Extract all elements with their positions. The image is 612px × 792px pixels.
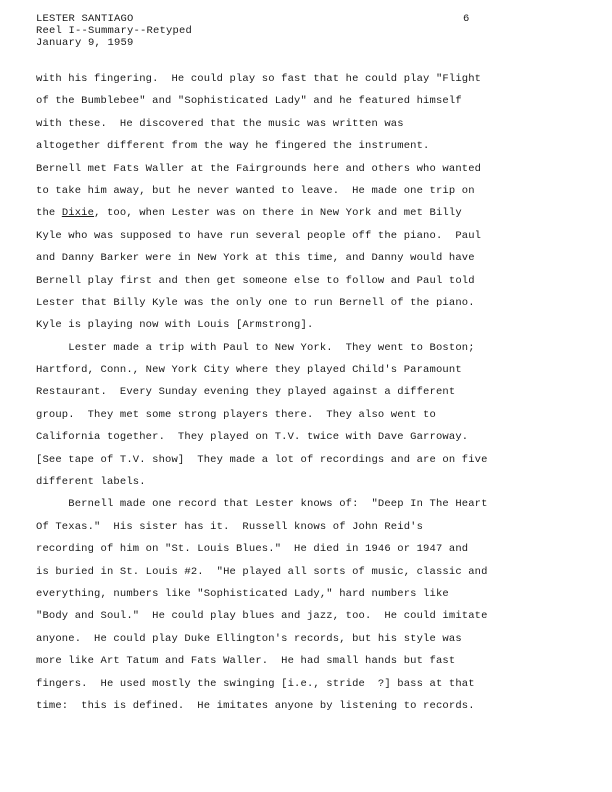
text-line: Kyle is playing now with Louis [Armstrong]. xyxy=(36,319,314,332)
text-segment: , too, when Lester was on there in New York and met Billy xyxy=(94,207,462,220)
text-line: Lester made a trip with Paul to New York. They went to Boston; xyxy=(36,341,475,354)
text-line: Bernell met Fats Waller at the Fairgrounds here and others who wanted xyxy=(36,162,482,175)
underlined-title: Dixie xyxy=(61,207,95,220)
text-line: time: this is defined. He imitates anyone by listening to records. xyxy=(36,699,475,712)
text-line: different labels. xyxy=(36,476,146,489)
text-line: fingers. He used mostly the swinging [i.e., stride ?] bass at that xyxy=(36,677,475,690)
text-line: and Danny Barker were in New York at this time, and Danny would have xyxy=(36,252,475,265)
text-line: anyone. He could play Duke Ellington's records, but his style was xyxy=(36,632,462,645)
text-line: Restaurant. Every Sunday evening they played against a different xyxy=(36,386,456,399)
text-line: everything, numbers like "Sophisticated Lady," hard numbers like xyxy=(36,587,449,600)
text-line: Lester that Billy Kyle was the only one to run Bernell of the piano. xyxy=(36,296,475,309)
text-line: Of Texas." His sister has it. Russell knows of John Reid's xyxy=(36,520,424,533)
text-line: altogether different from the way he fingered the instrument. xyxy=(36,140,430,153)
text-segment: the xyxy=(36,207,62,220)
text-line: with his fingering. He could play so fast that he could play "Flight xyxy=(36,73,482,85)
text-line: to take him away, but he never wanted to leave. He made one trip on xyxy=(36,184,475,197)
text-line: Bernell play first and then get someone else to follow and Paul told xyxy=(36,274,475,287)
reel-info: Reel I--Summary--Retyped xyxy=(36,25,193,37)
text-line: more like Art Tatum and Fats Waller. He had small hands but fast xyxy=(36,655,456,668)
text-line: California together. They played on T.V. twice with Dave Garroway. xyxy=(36,431,469,444)
text-line: recording of him on "St. Louis Blues." He died in 1946 or 1947 and xyxy=(36,543,469,556)
text-line: Bernell made one record that Lester knows of: "Deep In The Heart xyxy=(36,498,488,511)
text-line: with these. He discovered that the music was written was xyxy=(36,117,404,130)
text-line: Hartford, Conn., New York City where they played Child's Paramount xyxy=(36,364,462,377)
text-line: of the Bumblebee" and "Sophisticated Lady" and he featured himself xyxy=(36,95,462,108)
page-header xyxy=(36,13,192,49)
interviewee-name: LESTER SANTIAGO xyxy=(36,13,134,25)
text-line: is buried in St. Louis #2. "He played all sorts of music, classic and xyxy=(36,565,488,578)
page-number: 6 xyxy=(463,13,470,25)
text-line: "Body and Soul." He could play blues and jazz, too. He could imitate xyxy=(36,610,488,623)
text-line: Kyle who was supposed to have run several people off the piano. Paul xyxy=(36,229,482,242)
interview-date: January 9, 1959 xyxy=(36,37,134,49)
text-line: group. They met some strong players there. They also went to xyxy=(36,408,436,421)
text-line xyxy=(36,202,506,224)
body-text xyxy=(36,68,506,717)
text-line: [See tape of T.V. show] They made a lot of recordings and are on five xyxy=(36,453,488,466)
